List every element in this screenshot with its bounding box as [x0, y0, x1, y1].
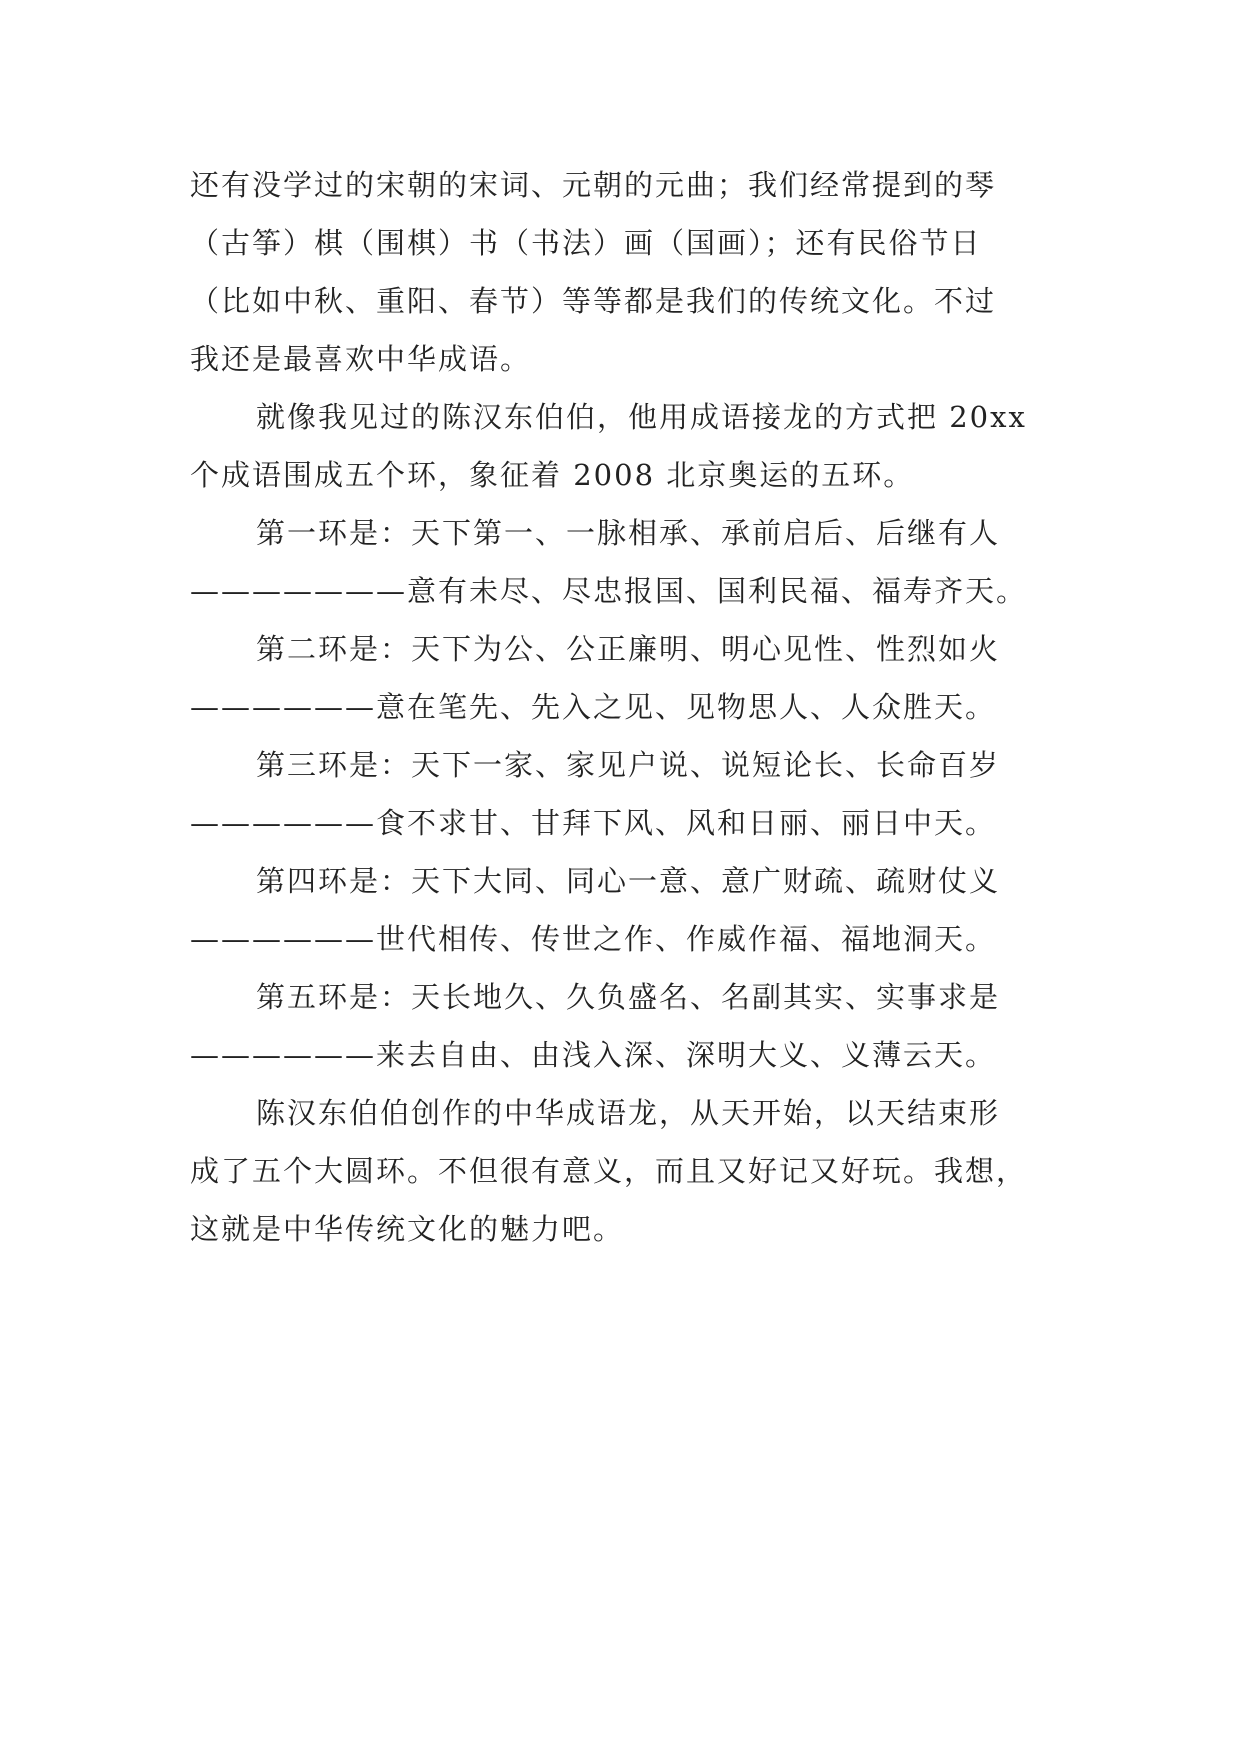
ring-one-continuation: ———————意有未尽、尽忠报国、国利民福、福寿齐天。 [190, 574, 1028, 608]
text-line: 还有没学过的宋朝的宋词、元朝的元曲；我们经常提到的琴 [190, 168, 997, 202]
text-line: 我还是最喜欢中华成语。 [190, 342, 532, 376]
ring-one-line: 第一环是：天下第一、一脉相承、承前启后、后继有人 [256, 516, 1001, 550]
paragraph-start-line: 就像我见过的陈汉东伯伯，他用成语接龙的方式把 20xx [256, 400, 1027, 434]
ring-four-line: 第四环是：天下大同、同心一意、意广财疏、疏财仗义 [256, 864, 1001, 898]
text-line: 个成语围成五个环，象征着 2008 北京奥运的五环。 [190, 458, 915, 492]
document-body [190, 156, 1070, 1258]
ring-three-line: 第三环是：天下一家、家见户说、说短论长、长命百岁 [256, 748, 1001, 782]
ring-five-continuation: ——————来去自由、由浅入深、深明大义、义薄云天。 [190, 1038, 997, 1072]
ring-four-continuation: ——————世代相传、传世之作、作威作福、福地洞天。 [190, 922, 997, 956]
ring-five-line: 第五环是：天长地久、久负盛名、名副其实、实事求是 [256, 980, 1001, 1014]
ring-three-continuation: ——————食不求甘、甘拜下风、风和日丽、丽日中天。 [190, 806, 997, 840]
conclusion-start-line: 陈汉东伯伯创作的中华成语龙，从天开始，以天结束形 [256, 1096, 1001, 1130]
text-line: （比如中秋、重阳、春节）等等都是我们的传统文化。不过 [190, 284, 997, 318]
text-line: 这就是中华传统文化的魅力吧。 [190, 1212, 625, 1246]
ring-two-line: 第二环是：天下为公、公正廉明、明心见性、性烈如火 [256, 632, 1001, 666]
ring-two-continuation: ——————意在笔先、先入之见、见物思人、人众胜天。 [190, 690, 997, 724]
text-line: （古筝）棋（围棋）书（书法）画（国画）；还有民俗节日 [190, 226, 982, 260]
text-line: 成了五个大圆环。不但很有意义，而且又好记又好玩。我想， [190, 1154, 1028, 1188]
